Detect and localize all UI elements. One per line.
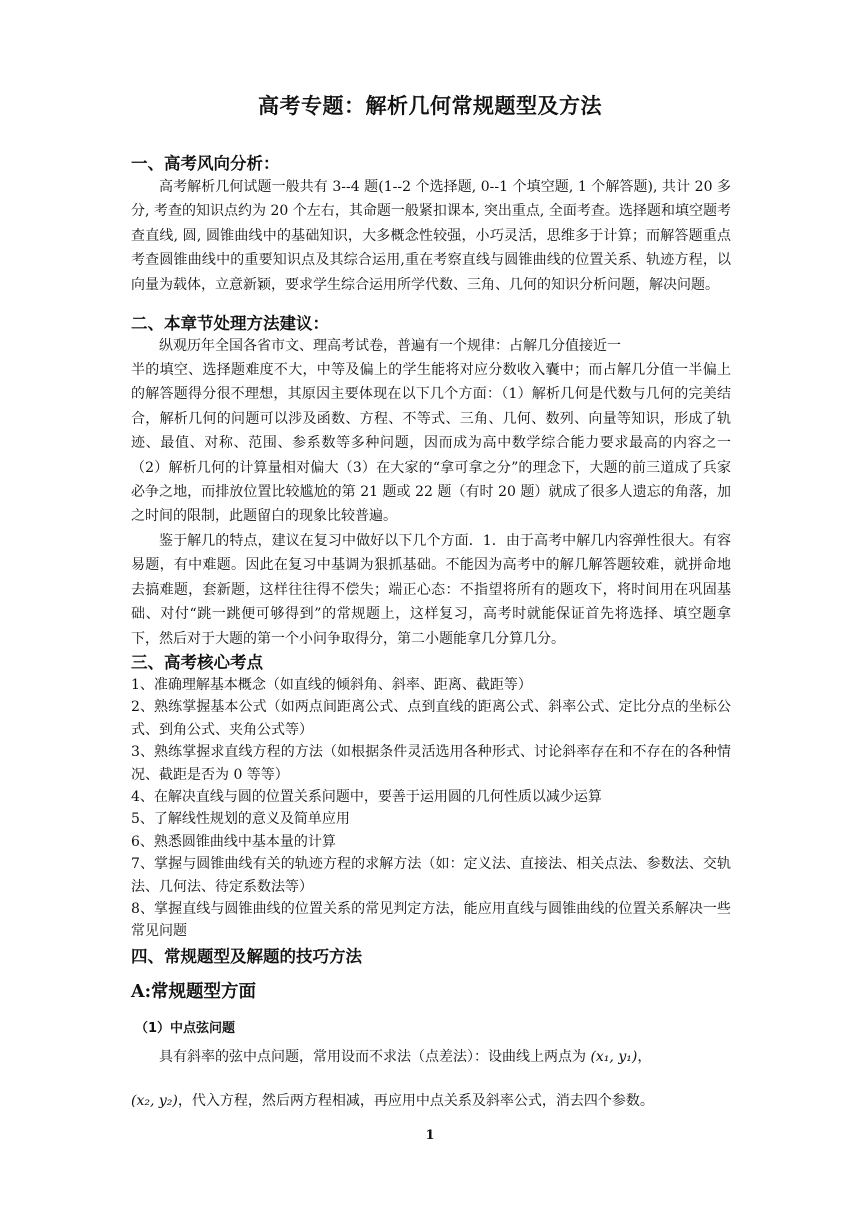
page-title: 高考专题：解析几何常规题型及方法 bbox=[258, 94, 602, 118]
list-item: 7、掌握与圆锥曲线有关的轨迹方程的求解方法（如：定义法、直接法、相关点法、参数法、交轨法、几何法、待定系数法等） bbox=[131, 856, 731, 895]
midpoint-chord-line1 bbox=[131, 1045, 731, 1069]
section2-paragraph: 半的填空、选择题难度不大，中等及偏上的学生能将对应分数收入囊中；而占解几分值一半偏上的解答题得分很不理想，其原因主要体现在以下几个方面：（1）解析几何是代数与几何的完美结合，解析几何的问题可以涉及函数、方程、不等式、三角、几何、数列、向量等知识，形成了轨迹、最值、对称、范围、参系数等多种问题，因而成为高中数学综合能力要求最高的内容之一（2）解析几何的计算量相对偏大（3）在大家的“拿可拿之分”的理念下，大题的前三道成了兵家必争之地，而排放位置比较尴尬的第 21 题或 22 题（有时 20 题）就成了很多人遗忘的角落，加之时间的限制，此题留白的现象比较普遍。 bbox=[131, 362, 731, 525]
list-item: 1、准确理解基本概念（如直线的倾斜角、斜率、距离、截距等） bbox=[131, 677, 532, 693]
section1-paragraph: 高考解析几何试题一般共有 3--4 题(1--2 个选择题, 0--1 个填空题, 1 个解答题), 共计 20 多分, 考查的知识点约为 20 个左右，其命题一般紧扣课本, 突出重点, 全面考查。选择题和填空题考查直线, 圆, 圆锥曲线中的基础知识，大多概念性较强，小巧灵活，思维多于计算；而解答题重点考查圆锥曲线中的重要知识点及其综合运用,重在考察直线与圆锥曲线的位置关系、轨迹方程，以向量为载体，立意新颖，要求学生综合运用所学代数、三角、几何的知识分析问题，解决问题。 bbox=[131, 179, 731, 293]
list-item: 6、熟悉圆锥曲线中基本量的计算 bbox=[131, 833, 336, 850]
section4-heading: 四、常规题型及解题的技巧方法 bbox=[131, 947, 362, 966]
section2-paragraph-2: 鉴于解几的特点，建议在复习中做好以下几个方面．1．由于高考中解几内容弹性很大。有容易题，有中难题。因此在复习中基调为狠抓基础。不能因为高考中的解几解答题较难，就拼命地去搞难题，套新题，这样往往得不偿失；端正心态：不指望将所有的题攻下，将时间用在巩固基础、对付“跳一跳便可够得到”的常规题上，这样复习，高考时就能保证首先将选择、填空题拿下，然后对于大题的第一个小问争取得分，第二小题能拿几分算几分。 bbox=[131, 533, 731, 647]
list-item: 3、熟练掌握求直线方程的方法（如根据条件灵活选用各种形式、讨论斜率存在和不存在的各种情况、截距是否为 0 等等） bbox=[131, 744, 731, 783]
midpoint-chord-line2 bbox=[131, 1089, 731, 1113]
section1-heading: 一、高考风向分析： bbox=[131, 154, 280, 173]
midpoint-chord-text-2: ，代入方程，然后两方程相减，再应用中点关系及斜率公式，消去四个参数。 bbox=[177, 1093, 654, 1109]
section3-heading: 三、高考核心考点 bbox=[131, 653, 263, 672]
list-item: 4、在解决直线与圆的位置关系问题中，要善于运用圆的几何性质以减少运算 bbox=[131, 789, 602, 806]
point-2-coordinates: (x₂, y₂) bbox=[131, 1093, 178, 1109]
core-points-list bbox=[131, 674, 731, 943]
comma-mark: ， bbox=[637, 1049, 652, 1065]
page-number: 1 bbox=[425, 1128, 435, 1143]
point-1-coordinates: (x₁, y₁) bbox=[590, 1049, 638, 1065]
section2-first-line: 纵观历年全国各省市文、理高考试卷，普遍有一个规律：占解几分值接近一 bbox=[159, 338, 621, 354]
section4-subheading: A:常规题型方面 bbox=[131, 982, 257, 1002]
section2-heading: 二、本章节处理方法建议： bbox=[131, 314, 329, 333]
midpoint-chord-text: 具有斜率的弦中点问题，常用设而不求法（点差法）：设曲线上两点为 bbox=[159, 1049, 586, 1065]
midpoint-chord-heading: （1）中点弦问题 bbox=[135, 1021, 236, 1036]
list-item: 5、了解线性规划的意义及简单应用 bbox=[131, 811, 350, 828]
list-item: 2、熟练掌握基本公式（如两点间距离公式、点到直线的距离公式、斜率公式、定比分点的坐标公式、到角公式、夹角公式等） bbox=[131, 699, 731, 738]
list-item: 8、掌握直线与圆锥曲线的位置关系的常见判定方法，能应用直线与圆锥曲线的位置关系解决一些常见问题 bbox=[131, 901, 731, 940]
